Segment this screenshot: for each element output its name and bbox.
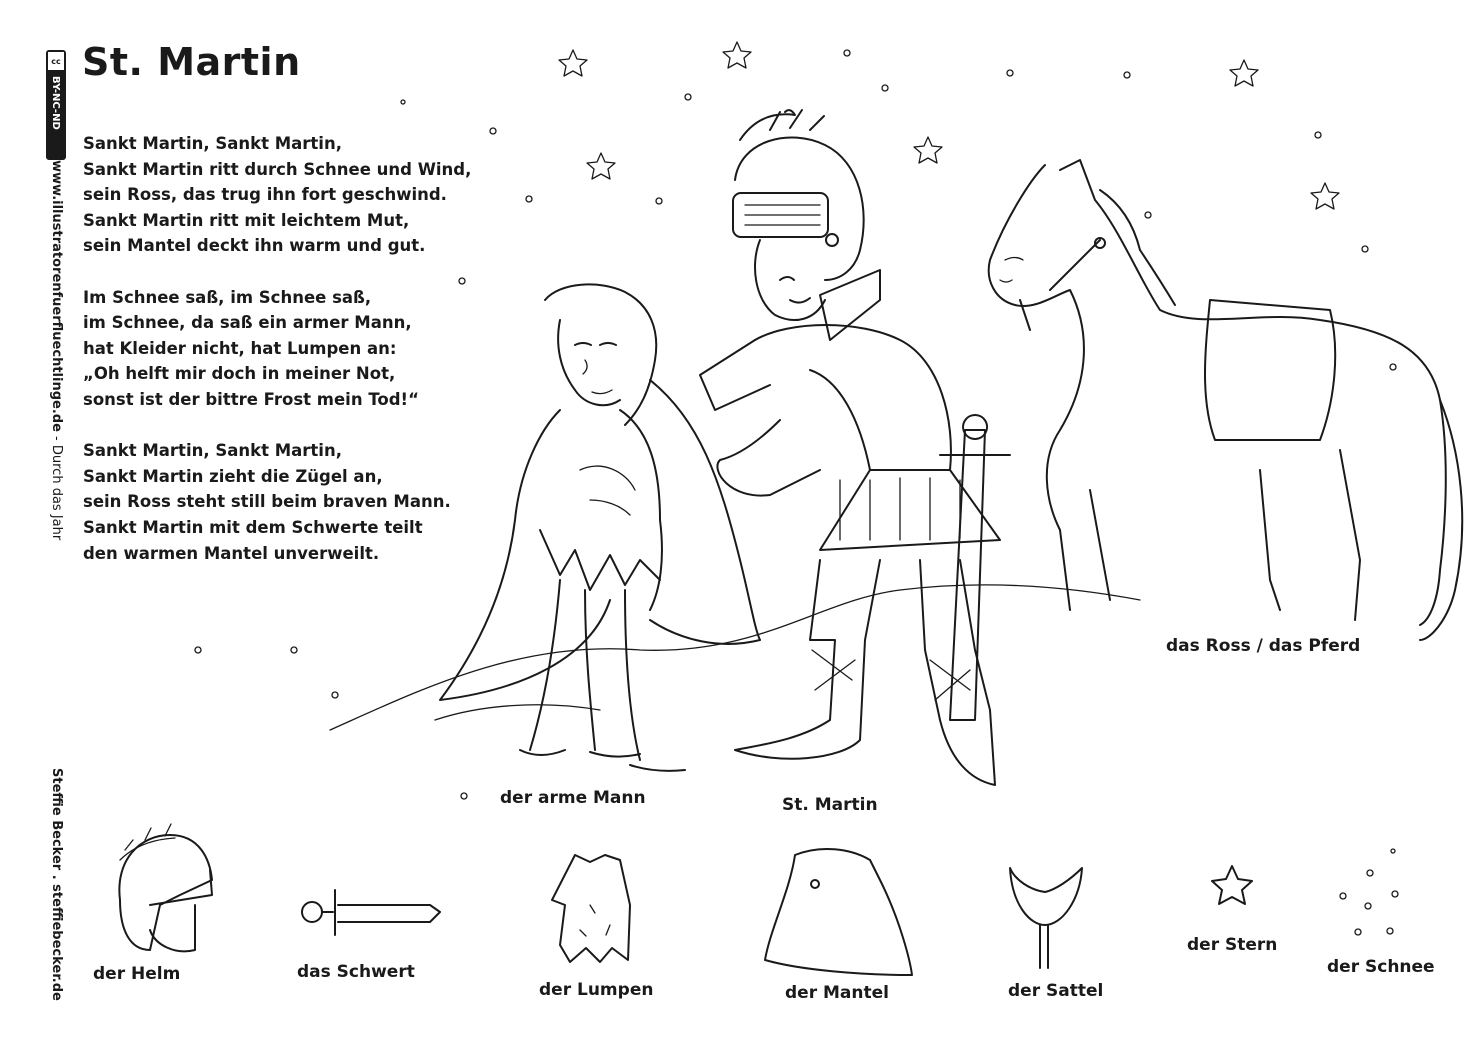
poem-line: Sankt Martin ritt mit leichtem Mut, xyxy=(83,210,410,230)
ground-line xyxy=(330,585,1140,730)
star-icon xyxy=(1212,866,1252,904)
vocab-label-schnee: der Schnee xyxy=(1327,957,1435,977)
poem-line: Sankt Martin, Sankt Martin, xyxy=(83,441,342,461)
series-label: - Durch das Jahr xyxy=(49,431,64,541)
author-credit: Steffie Becker . steffiebecker.de xyxy=(49,768,64,1001)
rags-icon xyxy=(552,855,630,962)
snow-icon xyxy=(1340,849,1398,935)
martin-figure xyxy=(700,110,1010,785)
sky-stars xyxy=(559,42,1339,209)
poem-line: sein Ross steht still beim braven Mann. xyxy=(83,492,451,512)
sword-icon xyxy=(302,890,440,935)
poem-line: Im Schnee saß, im Schnee saß, xyxy=(83,287,372,307)
ground-line xyxy=(435,705,600,720)
poem-line: sonst ist der bittre Frost mein Tod!“ xyxy=(83,389,419,409)
poem-line: im Schnee, da saß ein armer Mann, xyxy=(83,313,412,333)
poem-line: sein Ross, das trug ihn fort geschwind. xyxy=(83,185,447,205)
label-poor-man: der arme Mann xyxy=(500,788,646,808)
cloak-drape xyxy=(650,380,760,644)
page-title: St. Martin xyxy=(82,40,301,84)
vocab-label-schwert: das Schwert xyxy=(297,962,415,982)
poor-man-figure xyxy=(440,284,685,770)
poem-line: sein Mantel deckt ihn warm und gut. xyxy=(83,236,426,256)
poem-line: den warmen Mantel unverweilt. xyxy=(83,543,380,563)
vocab-label-lumpen: der Lumpen xyxy=(539,980,654,1000)
label-st-martin: St. Martin xyxy=(782,795,878,815)
vocab-label-helm: der Helm xyxy=(93,964,181,984)
cloak-icon xyxy=(765,849,912,975)
helmet-icon xyxy=(119,824,212,951)
poem-line: hat Kleider nicht, hat Lumpen an: xyxy=(83,338,397,358)
vocab-label-sattel: der Sattel xyxy=(1008,981,1104,1001)
website-link[interactable]: www.illustratorenfuerfluechtlinge.de xyxy=(49,160,64,432)
saddle-icon xyxy=(1010,868,1082,968)
vocab-label-stern: der Stern xyxy=(1187,935,1278,955)
poem-line: Sankt Martin zieht die Zügel an, xyxy=(83,466,383,486)
snowflakes xyxy=(195,50,1396,799)
vocab-label-mantel: der Mantel xyxy=(785,983,889,1003)
horse-figure xyxy=(989,160,1462,640)
license-text: BY-NC-ND xyxy=(50,76,61,130)
poem-line: Sankt Martin ritt durch Schnee und Wind, xyxy=(83,159,472,179)
cc-icon: cc xyxy=(48,52,64,70)
poem-line: „Oh helft mir doch in meiner Not, xyxy=(83,364,396,384)
poem-line: Sankt Martin, Sankt Martin, xyxy=(83,134,342,153)
label-horse: das Ross / das Pferd xyxy=(1166,636,1361,656)
poem-line: Sankt Martin mit dem Schwerte teilt xyxy=(83,517,423,537)
